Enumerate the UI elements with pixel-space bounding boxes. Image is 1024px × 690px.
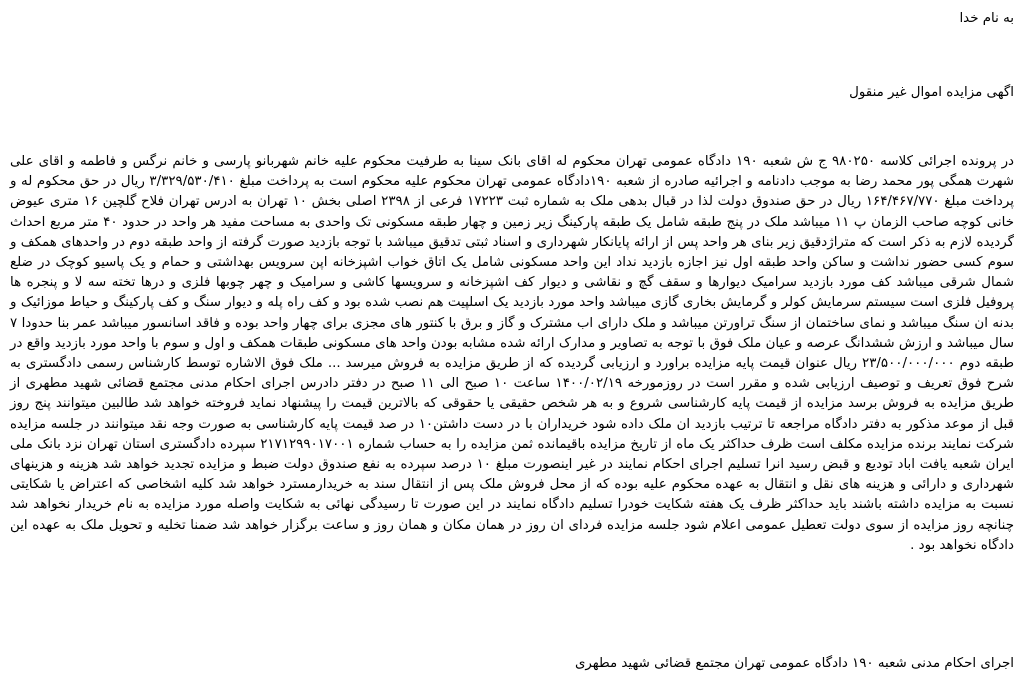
document-body: در پرونده اجرائی کلاسه ۹۸۰۲۵۰ ج ش شعبه ۱۹۰ دادگاه عمومی تهران محکوم له اقای بانک سینا به طرفیت محکوم علیه خانم شهربانو پارسی و خانم نرگس و فاطمه و اقای علی شهرت همگی پور محمد رضا به موجب دادنامه و اجرائیه صادره از شعبه ۱۹۰دادگاه عمومی تهران محکوم علیه محکوم است به پرداخت مبلغ ۳/۳۲۹/۵۳۰/۴۱۰ ریال در حق محکوم له و پرداخت مبلغ ۱۶۴/۴۶۷/۷۷۰ ریال در حق صندوق دولت لذا در قبال بدهی ملک به شماره ثبت ۱۷۲۲۳ فرعی از ۲۳۹۸ اصلی بخش ۱۰ تهران به ادرس تهران فلاح گلچین ۱۶ متری عیوض خانی کوچه صاحب الزمان پ ۱۱ میباشد ملک در پنج طبقه شامل یک طبقه پارکینگ زیر زمین و چهار طبقه مسکونی تک واحدی به مساحت مفید هر واحد در حدود ۴۰ متر مربع احداث گردیده لازم به ذکر است که متراژدقیق زیر بنای هر واحد پس از ارائه پایانکار شهرداری و اسناد ثبتی تدقیق میباشد با توجه بازدید صورت گرفته از واحد طبقه دوم در واحدهای همکف و سوم کسی حضور نداشت و ساکن واحد طبقه اول نیز اجازه بازدید نداد این واحد مسکونی شامل یک اتاق خواب اشپزخانه اپن سرویس بهداشتی و حمام و یک پاسیو کوچک در ضلع شمال شرقی میباشد کف مورد بازدید سرامیک دیوارها و سقف گچ و نقاشی و دیوار کف اشپزخانه و سرویسها کاشی و سرامیک و چهر چوبها فلزی و درها تخته سه لا و پنجره ها پروفیل فلزی است سیستم سرمایش کولر و گرمایش بخاری گازی میباشد واحد مورد بازدید یک اسلپیت هم نصب شده بود و کف راه پله و دیوار سنگ و کف پارکینگ و حیاط موزائیک و بدنه ان سنگ میباشد و نمای ساختمان از سنگ تراورتن میباشد و ملک دارای اب مشترک و گاز و برق با کنتور های مجزی برای چهار واحد بوده و فاقد اسانسور میباشد عمر بنا حدودا ۷ سال میباشد و ارزش ششدانگ عرصه و عیان ملک فوق با توجه به تصاویر و مدارک ارائه شده مشابه بودن واحد های مسکونی طبقات همکف و اول و سوم با واحد مورد بازدید واقع در طبقه دوم ۲۳/۵۰۰/۰۰۰/۰۰۰ ریال عنوان قیمت پایه مزایده براورد و ارزیابی گردیده که از طریق مزایده به فروش میرسد ... ملک فوق الاشاره توسط کارشناس رسمی دادگستری به شرح فوق تعریف و توصیف ارزیابی شده و مقرر است در روزمورخه ۱۴۰۰/۰۲/۱۹ ساعت ۱۰ صبح الی ۱۱ صبح در دفتر دادرس اجرای احکام مدنی مجتمع قضائی شهید مطهری از طریق مزایده به فروش برسد مزایده از قیمت پایه کارشناسی شروع و به هر شخص حقیقی یا حقوقی که بالاترین قیمت را پیشنهاد نماید فروخته خواهد شد طالبین میتوانند پنج روز قبل از موعد مذکور به دفتر دادگاه مراجعه تا ترتیب بازدید ان ملک داده شود خریداران با در دست داشتن۱۰ در صد قیمت پایه کارشناسی به صورت وجه نقد میتوانند در جلسه مزایده شرکت نمایند برنده مزایده مکلف است ظرف حداکثر یک ماه از تاریخ مزایده باقیمانده ثمن مزایده را به حساب شماره ۲۱۷۱۲۹۹۰۱۷۰۰۱ سپرده دادگستری استان تهران نزد بانک ملی ایران شعبه یافت اباد تودیع و قبض رسید انرا تسلیم اجرای احکام نمایند در غیر اینصورت مبلغ ۱۰ درصد سپرده به نفع صندوق دولت ضبط و مزایده تجدید خواهد شد هزینه و هزینهای شهرداری و دارائی و هزینه های نقل و انتقال به عهده محکوم علیه بوده که از محل فروش ملک پس از انتقال سند به خریدارمسترد خواهد شد کلیه اشخاصی که اعتراض یا شکایتی نسبت به مزایده داشته باشند باید حداکثر ظرف یک هفته شکایت خودرا تسلیم دادگاه نمایند در این صورت تا رسیدگی نهائی به شکایت واصله مورد مزایده به نام خریدار نخواهد شد چنانچه روز مزایده از سوی دولت تعطیل عمومی اعلام شود جلسه مزایده فردای ان روز در همان مکان و همان روز و ساعت برگزار خواهد شد ضمنا تخلیه و تحویل ملک به عهده این دادگاه نخواهد بود . [10, 154, 1015, 553]
document-header: به نام خدا [959, 11, 1014, 26]
document-title: اگهی مزایده اموال غیر منقول [849, 85, 1014, 100]
document-signature: اجرای احکام مدنی شعبه ۱۹۰ دادگاه عمومی تهران مجتمع قضائی شهید مطهری [574, 656, 1014, 671]
